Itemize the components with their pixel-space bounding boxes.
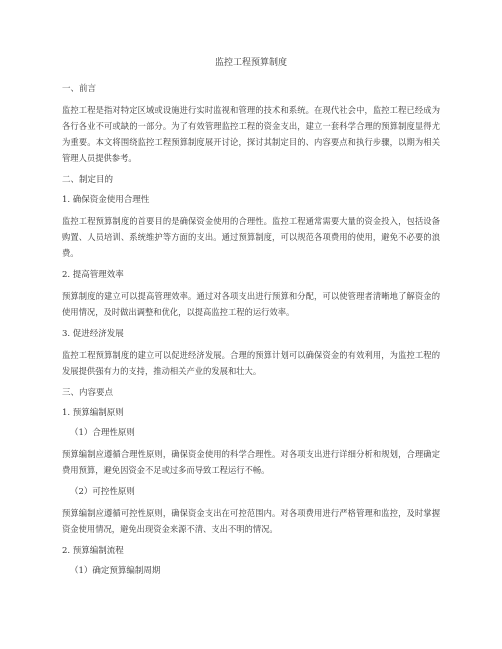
subsubheading-rationality-principle: （1）合理性原则: [70, 428, 135, 438]
subsubheading-controllability-principle: （2）可控性原则: [70, 487, 135, 497]
document-title: 监控工程预算制度: [214, 58, 287, 68]
subheading-economic-development: 3. 促进经济发展: [62, 329, 124, 339]
paragraph-controllability-principle: 预算编制应遵循可控性原则，确保资金支出在可控范围内。对各项费用进行严格管理和监控，及时掌握资金使用情况，避免出现资金来源不清、支出不明的情况。: [62, 508, 440, 534]
paragraph-management-efficiency: 预算制度的建立可以提高管理效率。通过对各项支出进行预算和分配，可以使管理者清晰地了解资金的使用情况，及时做出调整和优化，以提高监控工程的运行效率。: [62, 291, 440, 317]
subheading-budget-principles: 1. 预算编制原则: [62, 408, 124, 418]
paragraph-rationality-principle: 预算编制应遵循合理性原则，确保资金使用的科学合理性。对各项支出进行详细分析和规划，合理确定费用预算，避免因资金不足或过多而导致工程运行不畅。: [62, 449, 440, 475]
paragraph-preface: 监控工程是指对特定区域或设施进行实时监视和管理的技术和系统。在现代社会中，监控工程已经成为各行各业不可或缺的一部分。为了有效管理监控工程的资金支出，建立一套科学合理的预算制度显得尤为重要。本文将围绕监控工程预算制度展开讨论，探讨其制定目的、内容要点和执行步骤，以期为相关管理人员提供参考。: [62, 105, 440, 163]
paragraph-fund-rationality: 监控工程预算制度的首要目的是确保资金使用的合理性。监控工程通常需要大量的资金投入，包括设备购置、人员培训、系统维护等方面的支出。通过预算制度，可以规范各项费用的使用，避免不必要的浪费。: [62, 216, 440, 258]
section-heading-purpose: 二、制定目的: [62, 175, 114, 185]
section-heading-preface: 一、前言: [62, 84, 97, 94]
subheading-fund-rationality: 1. 确保资金使用合理性: [62, 195, 150, 205]
subheading-management-efficiency: 2. 提高管理效率: [62, 270, 124, 280]
section-heading-content: 三、内容要点: [62, 388, 114, 398]
paragraph-economic-development: 监控工程预算制度的建立可以促进经济发展。合理的预算计划可以确保资金的有效利用，为监控工程的发展提供强有力的支持，推动相关产业的发展和壮大。: [62, 350, 440, 376]
subsubheading-budget-cycle: （1）确定预算编制周期: [70, 566, 161, 576]
subheading-budget-process: 2. 预算编制流程: [62, 546, 124, 556]
